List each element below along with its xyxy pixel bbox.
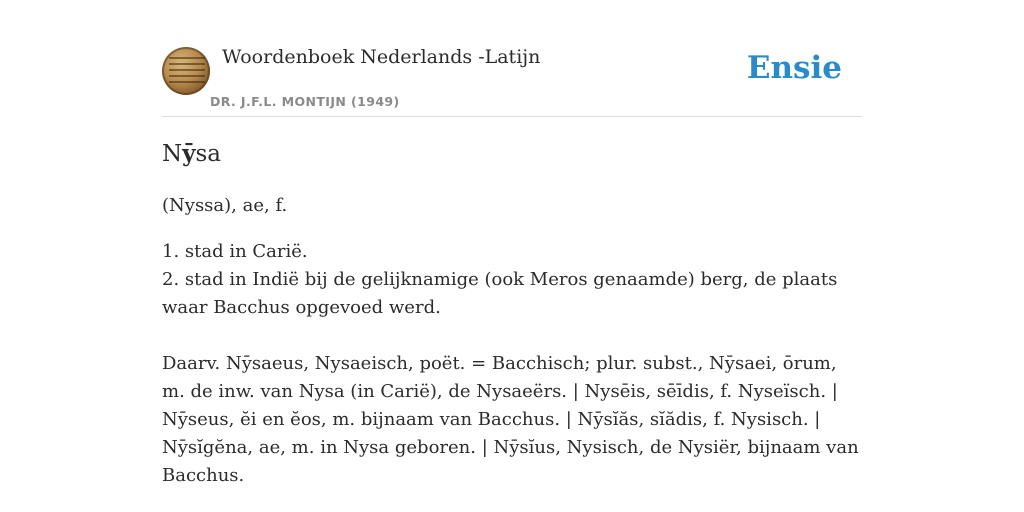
dictionary-entry-card [162,0,862,486]
entry-sense-1: 1. stad in Carië. [162,241,308,262]
entry-derivatives: Daarv. Nȳsaeus, Nysaeisch, poët. = Bacchisch; plur. subst., Nȳsaei, ōrum, m. de inw. van Nysa (in Carië), de Nysaeërs. | Nysēis, sēīdis, f. Nyseïsch. | Nȳseus, ĕi en ĕos, m. bijnaam van Bacchus. | Nȳsĭăs, sĭădis, f. Nysisch. | Nȳsĭgĕna, ae, m. in Nysa geboren. | Nȳsĭus, Nysisch, de Nysiër, bijnaam van Bacchus. [162,353,859,486]
entry-header [162,0,862,117]
ensie-brand-link[interactable]: Ensie [746,50,842,86]
entry-sense-2: 2. stad in Indië bij de gelijknamige (ook Meros genaamde) berg, de plaats waar Bacchus opgevoed werd. [162,269,838,318]
entry-body [162,192,862,490]
entry-senses [162,238,862,322]
entry-grammar: (Nyssa), ae, f. [162,195,288,216]
headword-bold-letter: ȳ [182,140,196,167]
headword-end: sa [195,141,222,167]
headword-start: N [162,141,183,167]
dictionary-author: DR. J.F.L. MONTIJN (1949) [210,94,400,109]
dictionary-title[interactable]: Woordenboek Nederlands -Latijn [222,46,541,68]
entry-headword [162,140,221,167]
dictionary-logo [162,47,210,95]
